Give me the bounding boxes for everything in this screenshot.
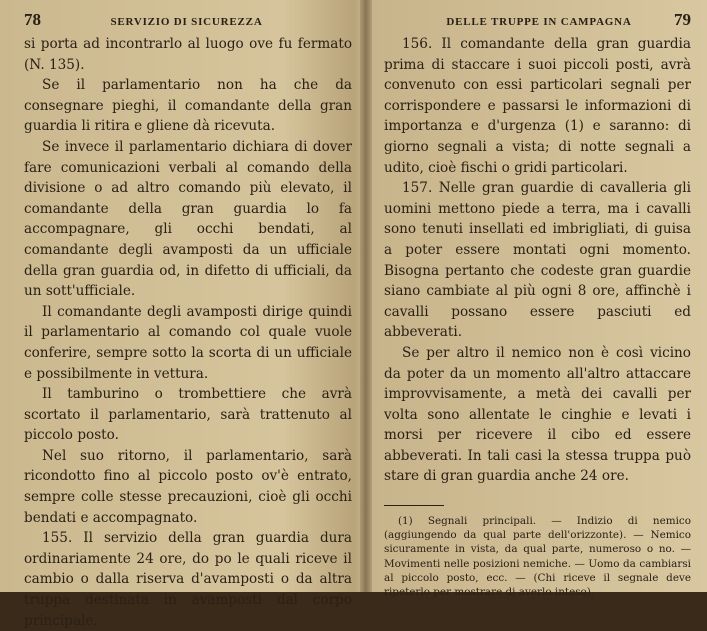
footnote-text: (1) Segnali principali. — Indizio di nemico (aggiungendo da qual parte dell'orizzonte). — Nemico sicuramente in vista, da qual parte, numeroso o no. — Movimenti nelle posizioni nemiche. — Uomo da cambiarsi al piccolo posto, ecc. — (Chi riceve il segnale deve ripeterlo per mostrare di averlo inteso). <box>384 515 691 599</box>
paragraph: Il tamburino o trombettiere che avrà scortato il parlamentario, sarà trattenuto al piccolo posto. <box>24 386 352 444</box>
left-page-number: 78 <box>24 10 41 29</box>
paragraph: Il comandante degli avamposti dirige quindi il parlamentario al comando col quale vuole conferire, sempre sotto la scorta di un ufficiale e possibilmente in vettura. <box>24 303 352 382</box>
paragraph: 155. Il servizio della gran guardia dura ordinariamente 24 ore, do po le quali riceve il cambio o dalla riserva d'avamposti o da altra truppa destinata in avamposti dal corpo principale. <box>24 530 352 629</box>
paragraph: Nel suo ritorno, il parlamentario, sarà ricondotto fino al piccolo posto ov'è entrato, sempre colle stesse precauzioni, cioè gli occhi bendati e accompagnato. <box>24 447 352 526</box>
right-page-header <box>384 10 691 34</box>
right-running-head: DELLE TRUPPE IN CAMPAGNA <box>446 16 632 28</box>
left-running-head: SERVIZIO DI SICUREZZA <box>110 16 263 28</box>
right-page-number: 79 <box>673 10 691 29</box>
paragraph: Se per altro il nemico non è così vicino da poter da un momento all'altro attaccare improvvisamente, a metà dei cavalli per volta sono allentate le cinghie e levati i morsi per ricevere il cibo ed essere abbeverati. In tali casi la stessa truppa può stare di gran guardia anche 24 ore. <box>384 344 691 485</box>
paragraph: 156. Il comandante della gran guardia prima di staccare i suoi piccoli posti, avrà convenuto con essi particolari segnali per corrispondere e passarsi le informazioni di importanza e d'urgenza (1) e saranno: di giorno segnali a vista; di notte segnali a udito, cioè fischi o gridi particolari. <box>384 36 691 176</box>
paragraph: 157. Nelle gran guardie di cavalleria gli uomini mettono piede a terra, ma i cavalli sono tenuti insellati ed imbrigliati, di guisa a poter essere montati ogni momento. Bisogna pertanto che codeste gran guardie siano cambiate al più ogni 8 ore, affinchè i cavalli possano essere pasciuti ed abbeverati. <box>384 180 691 341</box>
left-page-body <box>24 34 352 631</box>
right-page <box>372 0 707 599</box>
footnote-rule <box>384 505 444 506</box>
paragraph: Se il parlamentario non ha che da consegnare pieghi, il comandante della gran guardia li ritira e gliene dà ricevuta. <box>24 77 352 135</box>
right-page-body <box>384 34 691 487</box>
paragraph: Se invece il parlamentario dichiara di dover fare comunicazioni verbali al comando della divisione o ad altro comando più elevato, il comandante della gran guardia lo fa accompagnare, gli occhi bendati, al comandante degli avamposti da un ufficiale della gran guardia od, in difetto di ufficiali, da un sott'ufficiale. <box>24 138 352 300</box>
paragraph: si porta ad incontrarlo al luogo ove fu fermato (N. 135). <box>24 36 352 73</box>
left-page-header <box>24 10 352 34</box>
footnote <box>384 514 691 599</box>
